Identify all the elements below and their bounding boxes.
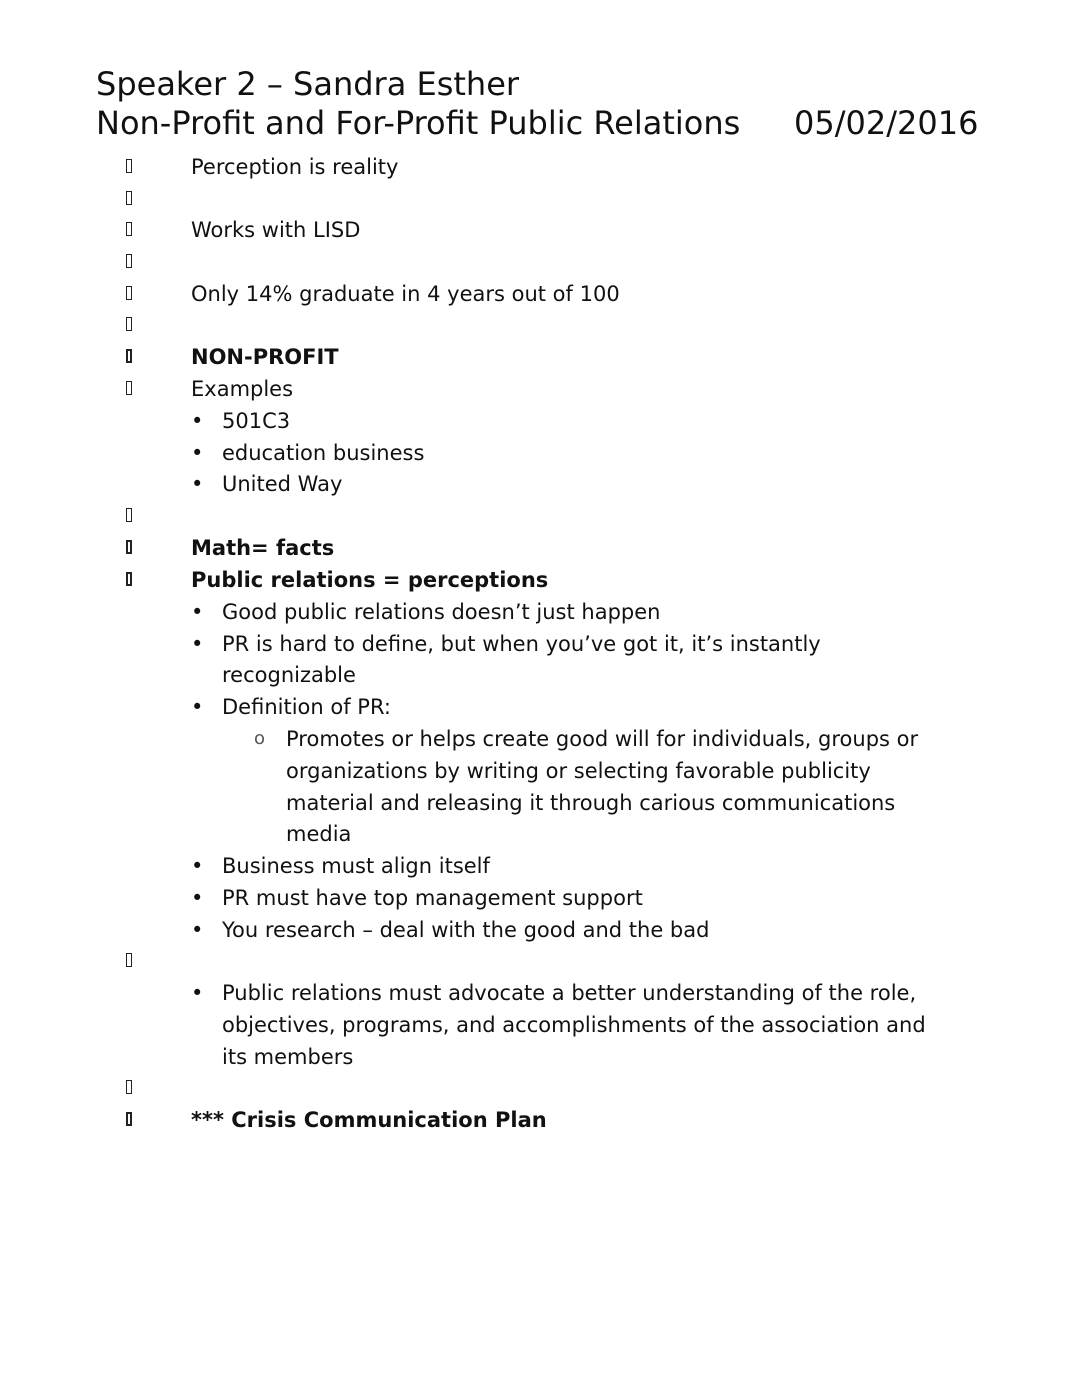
section-heading: Math= facts — [191, 536, 335, 560]
bullet-icon: • — [191, 886, 204, 910]
list-item-text: objectives, programs, and accomplishments of the association and — [222, 1013, 926, 1037]
sub-list-item-continuation — [0, 755, 1080, 787]
speaker-title: Speaker 2 – Sandra Esther — [96, 65, 520, 103]
note-text: Examples — [191, 377, 294, 401]
note-row — [0, 151, 1080, 183]
list-item-text: Public relations must advocate a better understanding of the role, — [222, 981, 917, 1005]
bullet-icon: • — [191, 695, 204, 719]
missing-glyph-icon — [126, 254, 132, 268]
missing-glyph-icon — [126, 286, 132, 300]
list-item — [0, 914, 1080, 946]
sub-list-item-continuation — [0, 818, 1080, 850]
empty-row — [0, 183, 1080, 215]
missing-glyph-icon — [126, 317, 132, 331]
section-heading: *** Crisis Communication Plan — [191, 1108, 547, 1132]
note-text: Works with LISD — [191, 218, 361, 242]
bullet-icon: • — [191, 918, 204, 942]
list-item-text: recognizable — [222, 663, 356, 687]
bullet-icon: • — [191, 472, 204, 496]
list-item-text: education business — [222, 441, 425, 465]
list-item-continuation — [0, 659, 1080, 691]
section-heading-row — [0, 341, 1080, 373]
list-item — [0, 468, 1080, 500]
missing-glyph-icon — [126, 381, 132, 395]
empty-row — [0, 500, 1080, 532]
note-row — [0, 278, 1080, 310]
list-item — [0, 691, 1080, 723]
missing-glyph-icon — [126, 191, 132, 205]
list-item-text: You research – deal with the good and the bad — [222, 918, 710, 942]
note-row — [0, 373, 1080, 405]
list-item — [0, 977, 1080, 1009]
list-item-continuation — [0, 1041, 1080, 1073]
topic-title-line — [96, 103, 986, 143]
list-item-text: PR is hard to define, but when you’ve got it, it’s instantly — [222, 632, 821, 656]
bullet-icon: • — [191, 441, 204, 465]
bullet-icon: • — [191, 600, 204, 624]
missing-glyph-icon — [126, 508, 132, 522]
sub-list-item-text: Promotes or helps create good will for individuals, groups or — [286, 727, 919, 751]
circle-bullet-icon: o — [254, 728, 266, 749]
note-row — [0, 214, 1080, 246]
list-item-text: Business must align itself — [222, 854, 490, 878]
bullet-icon: • — [191, 632, 204, 656]
list-item-text: Good public relations doesn’t just happen — [222, 600, 661, 624]
list-item — [0, 437, 1080, 469]
empty-row — [0, 246, 1080, 278]
list-item — [0, 850, 1080, 882]
note-text: Only 14% graduate in 4 years out of 100 — [191, 282, 620, 306]
list-item-text: United Way — [222, 472, 343, 496]
missing-glyph-icon — [126, 1080, 132, 1094]
list-item — [0, 882, 1080, 914]
missing-glyph-icon — [126, 540, 132, 554]
list-item — [0, 596, 1080, 628]
sub-list-item — [0, 723, 1080, 755]
sub-list-item-text: organizations by writing or selecting favorable publicity — [286, 759, 871, 783]
sub-list-item-text: material and releasing it through carious communications — [286, 791, 896, 815]
sub-list-item-continuation — [0, 787, 1080, 819]
section-heading-row — [0, 564, 1080, 596]
bullet-icon: • — [191, 854, 204, 878]
missing-glyph-icon — [126, 159, 132, 173]
section-heading-row — [0, 532, 1080, 564]
note-text: Perception is reality — [191, 155, 399, 179]
section-heading: NON-PROFIT — [191, 345, 339, 369]
empty-row — [0, 309, 1080, 341]
list-item — [0, 405, 1080, 437]
list-item-text: 501C3 — [222, 409, 291, 433]
missing-glyph-icon — [126, 349, 132, 363]
missing-glyph-icon — [126, 953, 132, 967]
list-item-text: PR must have top management support — [222, 886, 643, 910]
list-item-text: Definition of PR: — [222, 695, 391, 719]
missing-glyph-icon — [126, 1112, 132, 1126]
bullet-icon: • — [191, 409, 204, 433]
list-item-continuation — [0, 1009, 1080, 1041]
topic-title: Non-Profit and For-Profit Public Relations — [96, 104, 741, 142]
empty-row — [0, 945, 1080, 977]
sub-list-item-text: media — [286, 822, 352, 846]
list-item-text: its members — [222, 1045, 354, 1069]
section-heading-row — [0, 1104, 1080, 1136]
list-item — [0, 628, 1080, 660]
bullet-icon: • — [191, 981, 204, 1005]
date: 05/02/2016 — [794, 104, 979, 142]
empty-row — [0, 1072, 1080, 1104]
missing-glyph-icon — [126, 222, 132, 236]
missing-glyph-icon — [126, 572, 132, 586]
section-heading: Public relations = perceptions — [191, 568, 549, 592]
